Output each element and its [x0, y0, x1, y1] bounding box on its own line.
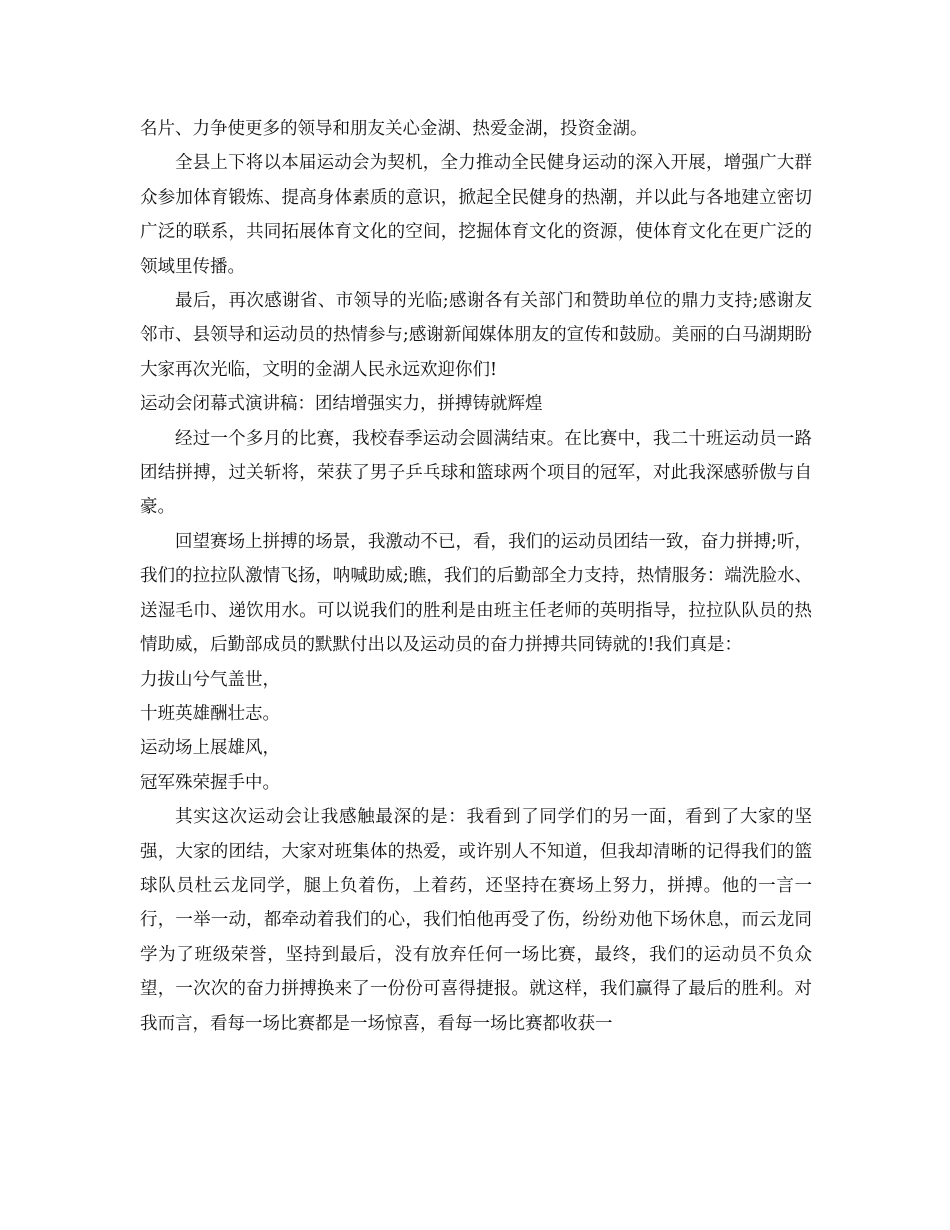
verse-line-2: 十班英雄酬壮志。 [140, 703, 280, 724]
verse-line-4: 冠军殊荣握手中。 [140, 772, 280, 793]
paragraph-thanks: 最后，再次感谢省、市领导的光临;感谢各有关部门和赞助单位的鼎力支持;感谢友邻市、县领导和运动员的热情参与;感谢新闻媒体朋友的宣传和鼓励。美丽的白马湖期盼大家再次光临，文明的金湖人民永远欢迎你们! [140, 291, 812, 380]
verse-line-1: 力拔山兮气盖世， [140, 669, 280, 690]
paragraph-continuation: 名片、力争使更多的领导和朋友关心金湖、热爱金湖，投资金湖。 [140, 119, 648, 139]
paragraph-reflection: 其实这次运动会让我感触最深的是：我看到了同学们的另一面，看到了大家的坚强，大家的团结，大家对班集体的热爱，或许别人不知道，但我却清晰的记得我们的篮球队员杜云龙同学，腿上负着伤，上着药，还坚持在赛场上努力，拼搏。他的一言一行，一举一动，都牵动着我们的心，我们怕他再受了伤，纷纷劝他下场休息，而云龙同学为了班级荣誉，坚持到最后，没有放弃任何一场比赛，最终，我们的运动员不负众望，一次次的奋力拼搏换来了一份份可喜得捷报。就这样，我们赢得了最后的胜利。对我而言，看每一场比赛都是一场惊喜，看每一场比赛都收获一 [140, 807, 812, 1034]
paragraph-fitness-campaign: 全县上下将以本届运动会为契机，全力推动全民健身运动的深入开展，增强广大群众参加体育锻炼、提高身体素质的意识，掀起全民健身的热潮，并以此与各地建立密切广泛的联系，共同拓展体育文化的空间，挖掘体育文化的资源，使体育文化在更广泛的领域里传播。 [140, 153, 812, 277]
document-page [140, 112, 812, 1041]
paragraph-games-summary: 经过一个多月的比赛，我校春季运动会圆满结束。在比赛中，我二十班运动员一路团结拼搏，过关斩将，荣获了男子乒乓球和篮球两个项目的冠军，对此我深感骄傲与自豪。 [140, 428, 812, 518]
paragraph-looking-back: 回望赛场上拼搏的场景，我激动不已，看，我们的运动员团结一致，奋力拼搏;听，我们的拉拉队激情飞扬，呐喊助威;瞧，我们的后勤部全力支持，热情服务：端洗脸水、送湿毛巾、递饮用水。可以说我们的胜利是由班主任老师的英明指导，拉拉队队员的热情助威，后勤部成员的默默付出以及运动员的奋力拼搏共同铸就的!我们真是： [140, 531, 812, 656]
section-heading: 运动会闭幕式演讲稿：团结增强实力，拼搏铸就辉煌 [140, 394, 543, 415]
verse-line-3: 运动场上展雄风， [140, 738, 280, 759]
